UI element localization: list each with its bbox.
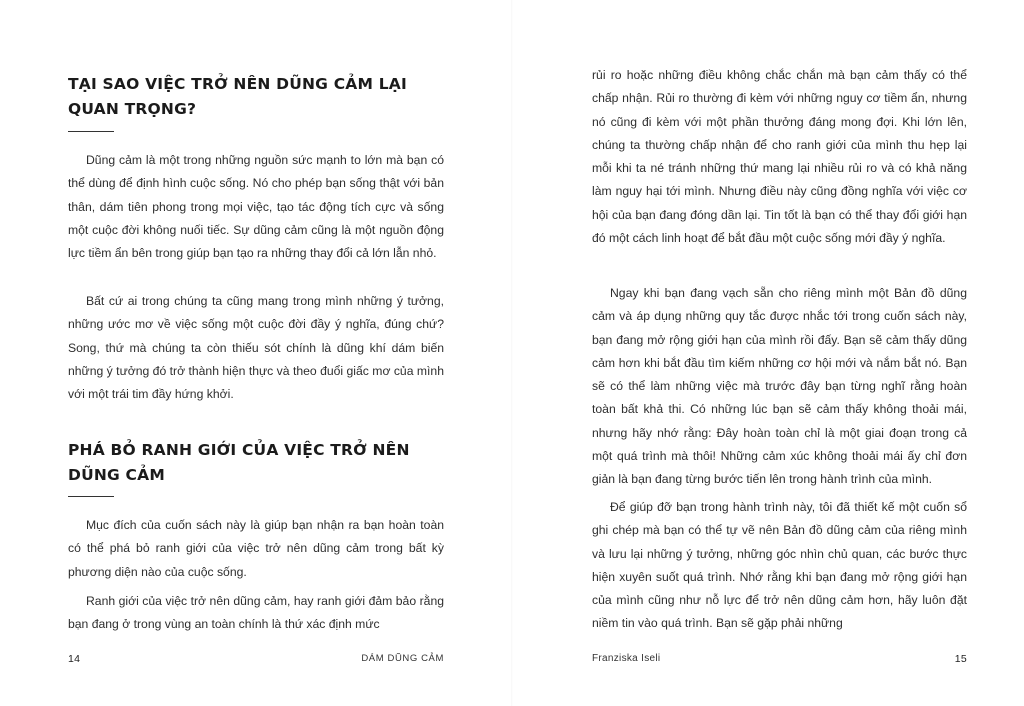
body-paragraph: Ranh giới của việc trở nên dũng cảm, hay ranh giới đảm bảo rằng bạn đang ở trong vùng an toàn chính là thứ xác định mức xyxy=(68,594,444,632)
section-heading-why-courage: TẠI SAO VIỆC TRỞ NÊN DŨNG CẢM LẠI QUAN TRỌNG? xyxy=(68,75,407,118)
right-page xyxy=(512,0,1024,706)
body-paragraph: Bất cứ ai trong chúng ta cũng mang trong mình những ý tưởng, những ước mơ về việc sống một cuộc đời đầy ý nghĩa, đúng chứ? Song, thứ mà chúng ta còn thiếu sót chính là dũng khí dám biến những ý tưởng đó trở thành hiện thực và theo đuổi giấc mơ của mình với một trái tim đầy hứng khởi. xyxy=(68,294,444,402)
body-paragraph: Dũng cảm là một trong những nguồn sức mạnh to lớn mà bạn có thể dùng để định hình cuộc sống. Nó cho phép bạn sống thật với bản thân, dám tiên phong trong mọi việc, tạo tác động tích cực và sống một cuộc đời không nuối tiếc. Sự dũng cảm cũng là một nguồn động lực tiềm ẩn bên trong giúp bạn tạo ra những thay đổi cả lớn lẫn nhỏ. xyxy=(68,153,444,261)
running-title: DÁM DŨNG CẢM xyxy=(361,653,444,664)
heading-underline xyxy=(68,131,114,132)
page-number-right: 15 xyxy=(954,653,967,665)
page-number-left: 14 xyxy=(68,653,81,665)
body-paragraph: rủi ro hoặc những điều không chắc chắn mà bạn cảm thấy có thể chấp nhận. Rủi ro thường đi kèm với những nguy cơ tiềm ẩn, nhưng nó cũng đi kèm với một phần thưởng đáng mong đợi. Khi lớn lên, chúng ta thường chấp nhận để cho ranh giới của mình thu hẹp lại mỗi khi ta né tránh những thứ mang lại nhiều rủi ro và có khả năng làm nguy hại tới mình. Nhưng điều này cũng đồng nghĩa với việc cơ hội của bạn đang đóng dần lại. Tin tốt là bạn có thể thay đổi giới hạn đó một cách linh hoạt để bắt đầu một cuộc sống mới đầy ý nghĩa. xyxy=(592,68,967,246)
heading-underline xyxy=(68,496,114,497)
author-name: Franziska Iseli xyxy=(592,653,661,664)
body-paragraph: Mục đích của cuốn sách này là giúp bạn nhận ra bạn hoàn toàn có thể phá bỏ ranh giới của việc trở nên dũng cảm trong bất kỳ phương diện nào của cuộc sống. xyxy=(68,518,444,579)
section-heading-break-boundaries: PHÁ BỎ RANH GIỚI CỦA VIỆC TRỞ NÊN DŨNG CẢM xyxy=(68,441,410,484)
body-paragraph: Để giúp đỡ bạn trong hành trình này, tôi đã thiết kế một cuốn sổ ghi chép mà bạn có thể tự vẽ nên Bản đồ dũng cảm của riêng mình và lưu lại những ý tưởng, những góc nhìn chủ quan, các bước thực hiện xuyên suốt quá trình. Nhớ rằng khi bạn đang mở rộng giới hạn của mình cũng như nỗ lực để trở nên dũng cảm hơn, hãy luôn đặt niềm tin vào quá trình. Bạn sẽ gặp phải những xyxy=(592,500,967,631)
body-paragraph: Ngay khi bạn đang vạch sẵn cho riêng mình một Bản đồ dũng cảm và áp dụng những quy tắc được nhắc tới trong cuốn sách này, bạn đang mở rộng giới hạn của mình rồi đấy. Bạn sẽ cảm thấy dũng cảm hơn khi bắt đầu tìm kiếm những cơ hội mới và nắm bắt nó. Bạn sẽ có thể làm những việc mà trước đây bạn từng nghĩ rằng hoàn toàn bất khả thi. Có những lúc bạn sẽ cảm thấy không thoải mái, nhưng hãy nhớ rằng: Đây hoàn toàn chỉ là một giai đoạn trong cả một quá trình mà thôi! Những cảm xúc không thoải mái ấy chỉ đơn giản là bạn đang từng bước tiến lên trong hành trình của mình. xyxy=(592,286,967,487)
